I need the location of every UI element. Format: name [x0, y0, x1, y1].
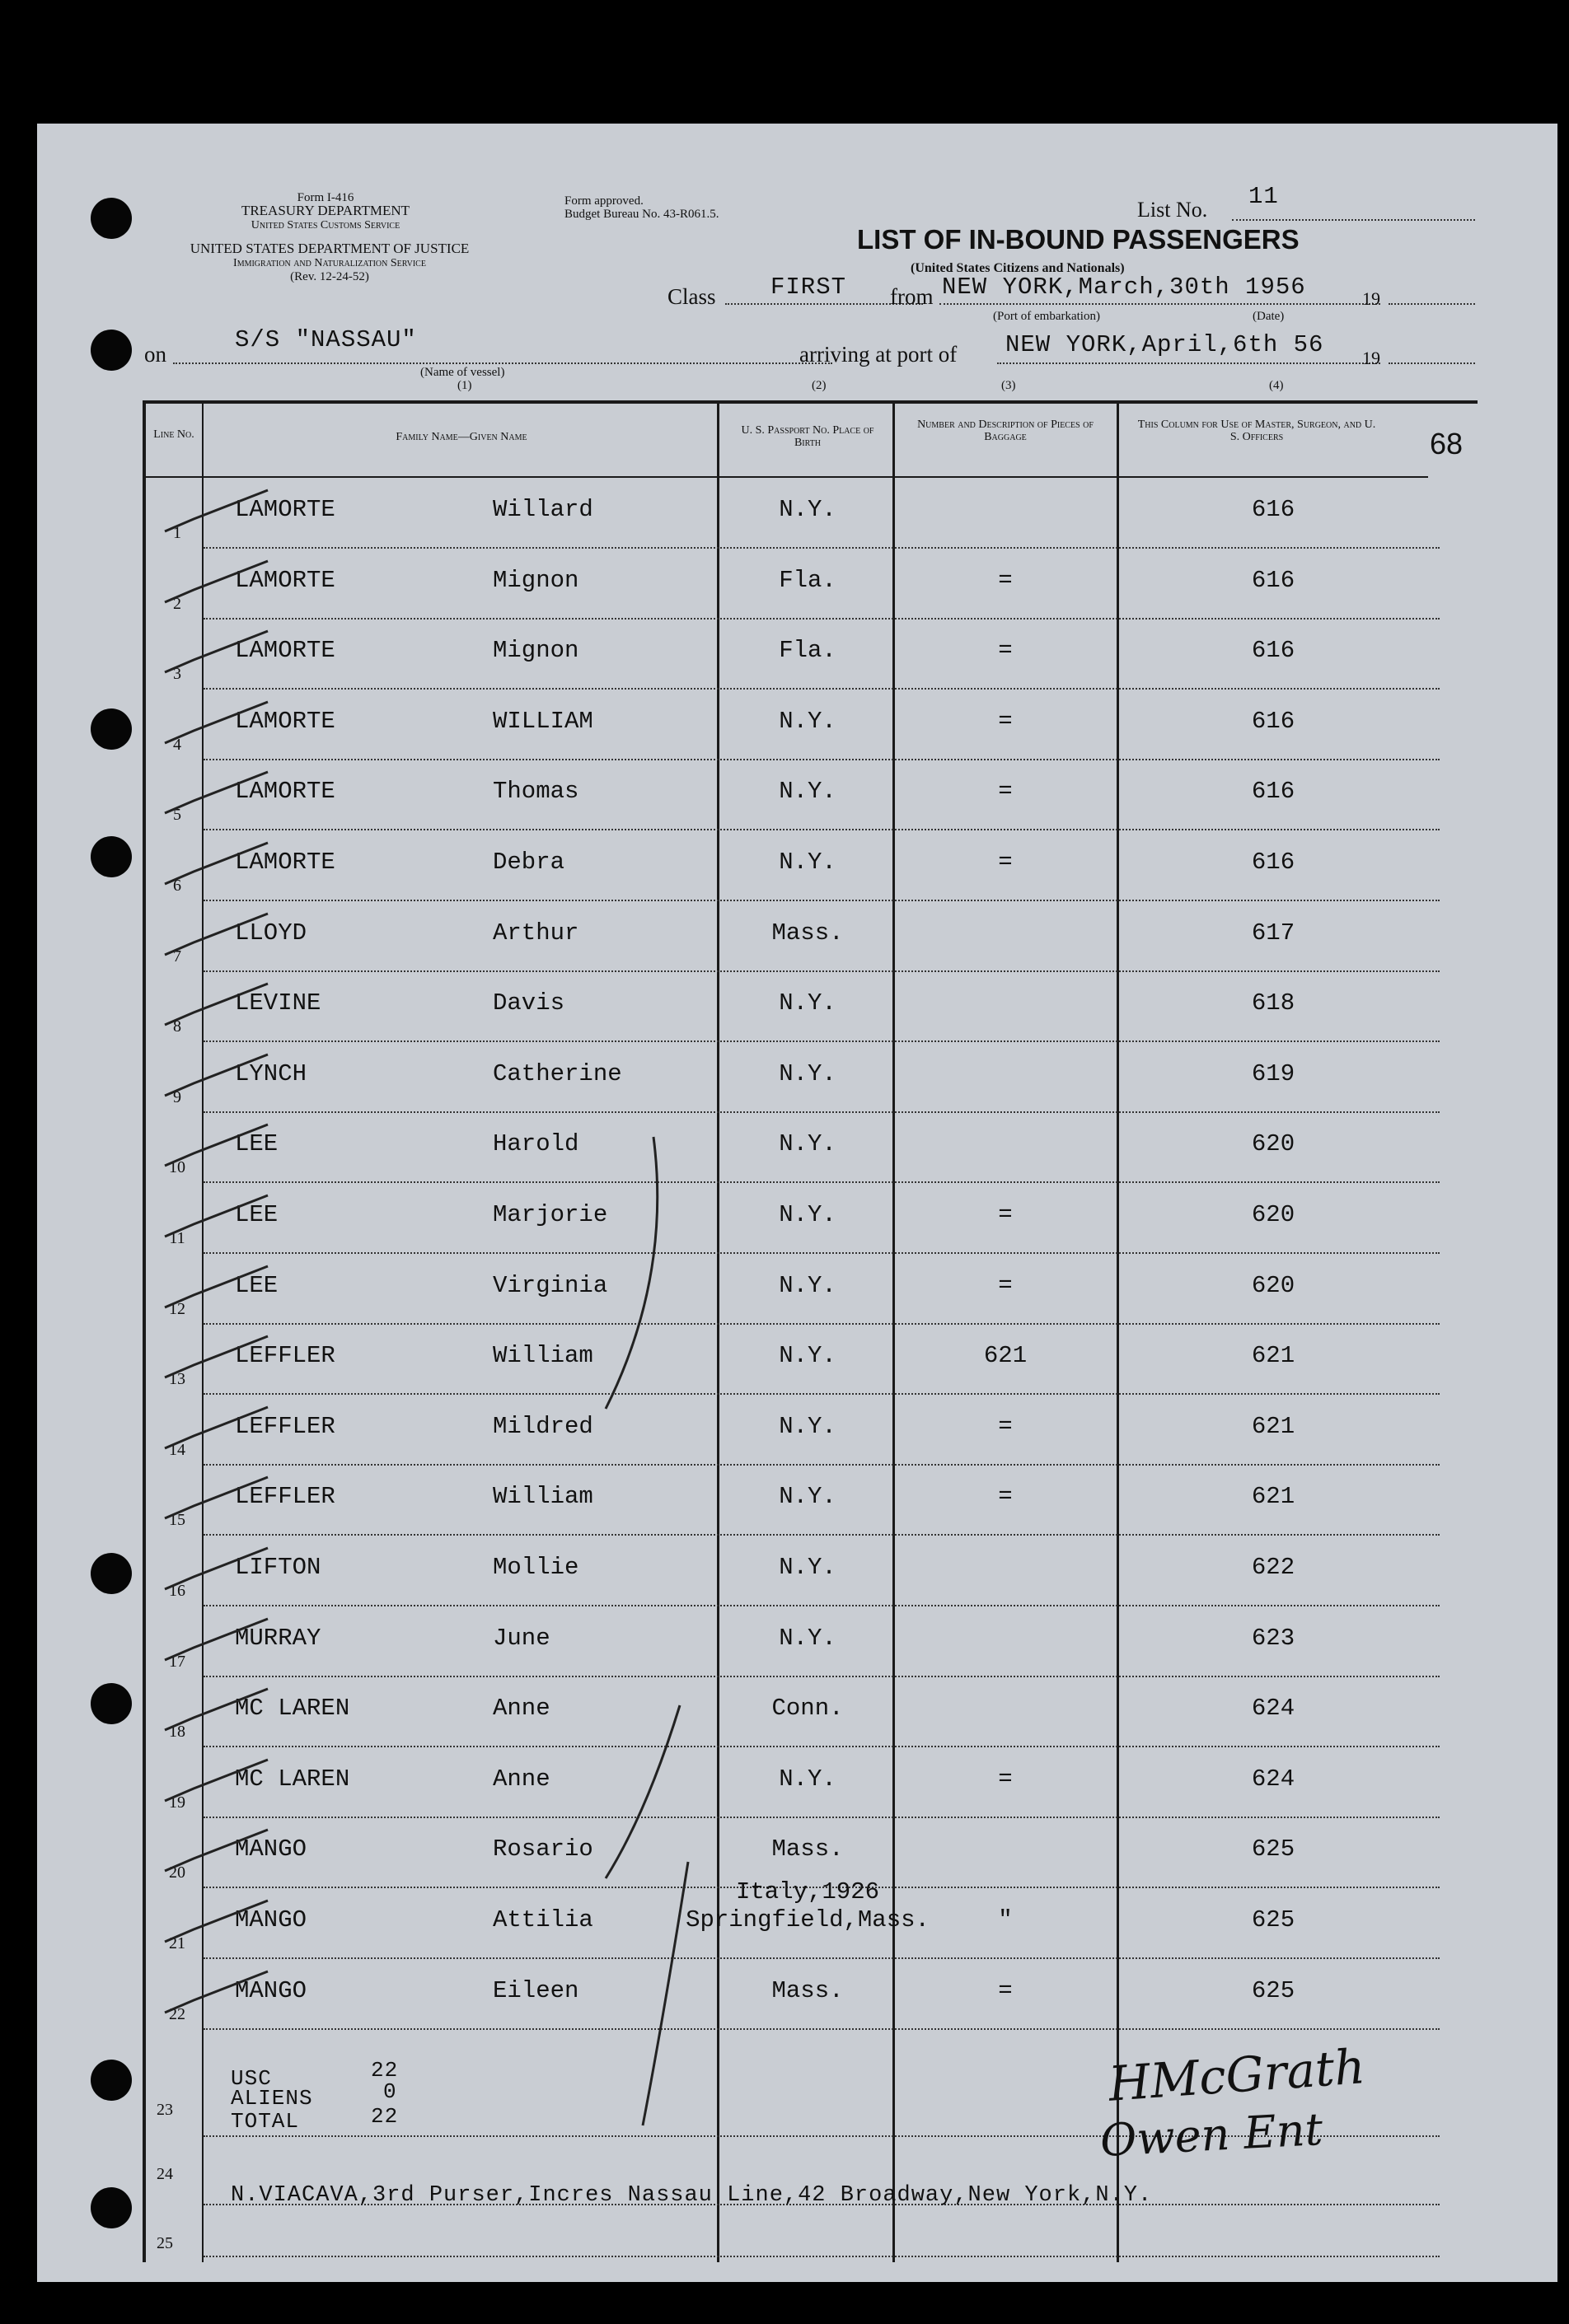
place-of-birth: Fla.: [779, 637, 836, 665]
class-value: FIRST: [770, 274, 847, 301]
family-name: MANGO: [235, 1906, 307, 1934]
year-label-1: 19: [1362, 288, 1380, 309]
place-of-birth: N.Y.: [779, 1130, 836, 1158]
family-name: LYNCH: [235, 1059, 307, 1087]
line-number: 9: [173, 1087, 181, 1106]
place-of-birth: N.Y.: [779, 1765, 836, 1793]
baggage: =: [998, 849, 1013, 876]
family-name: MC LAREN: [235, 1695, 350, 1723]
col-header-name: Family Name—Given Name: [396, 431, 527, 443]
on-label: on: [144, 342, 166, 367]
line-number: 13: [169, 1370, 185, 1389]
from-label: from: [890, 284, 934, 309]
baggage: =: [998, 637, 1013, 665]
form-sheet: [37, 124, 1557, 2282]
line-number: 8: [173, 1017, 181, 1036]
line-number: 16: [169, 1582, 185, 1600]
family-name: LEFFLER: [235, 1342, 335, 1370]
given-name: Davis: [493, 989, 565, 1017]
place-of-birth: N.Y.: [779, 1059, 836, 1087]
class-label: Class: [667, 284, 716, 309]
officer-number: 622: [1251, 1554, 1295, 1581]
baggage: =: [998, 778, 1013, 806]
line-number: 2: [173, 594, 181, 613]
baggage: =: [998, 1483, 1013, 1511]
line-number: 12: [169, 1299, 185, 1318]
total-label: TOTAL: [231, 2109, 300, 2134]
given-name: Harold: [493, 1130, 579, 1158]
line-number: 22: [169, 2004, 185, 2023]
officer-number: 621: [1251, 1483, 1295, 1511]
family-name: LAMORTE: [235, 778, 335, 806]
col-header-officers: This Column for Use of Master, Surgeon, and U. S. Officers: [1137, 419, 1376, 443]
col-header-passport: U. S. Passport No. Place of Birth: [741, 424, 874, 449]
given-name: Eileen: [493, 1976, 579, 2004]
given-name: Mildred: [493, 1412, 593, 1440]
given-name: Arthur: [493, 919, 579, 947]
family-name: MURRAY: [235, 1624, 321, 1652]
given-name: Anne: [493, 1765, 550, 1793]
given-name: June: [493, 1624, 550, 1652]
given-name: Mollie: [493, 1554, 579, 1581]
family-name: LEVINE: [235, 989, 321, 1017]
from-value: NEW YORK,March,30th 1956: [942, 274, 1306, 301]
officer-number: 619: [1251, 1059, 1295, 1087]
given-name: William: [493, 1342, 593, 1370]
date-caption: (Date): [1253, 310, 1285, 323]
line-number: 5: [173, 806, 181, 825]
place-of-birth: N.Y.: [779, 778, 836, 806]
year-label-2: 19: [1362, 348, 1380, 368]
officer-number: 621: [1251, 1412, 1295, 1440]
officer-number: 625: [1251, 1976, 1295, 2004]
baggage: 621: [983, 1342, 1028, 1370]
usc-value: 22: [371, 2058, 399, 2083]
place-of-birth: N.Y.: [779, 707, 836, 735]
line-number-25: 25: [157, 2234, 173, 2252]
given-name: Virginia: [493, 1271, 608, 1299]
place-of-birth: Italy,1926 Springfield,Mass.: [686, 1878, 930, 1934]
officer-number: 616: [1251, 496, 1295, 523]
line-number-24: 24: [157, 2165, 173, 2183]
arriving-value: NEW YORK,April,6th 56: [1005, 331, 1324, 358]
family-name: LEFFLER: [235, 1412, 335, 1440]
form-approved: Form approved.: [564, 194, 644, 208]
family-name: LAMORTE: [235, 496, 335, 523]
line-number: 11: [169, 1229, 185, 1247]
line-number: 7: [173, 947, 181, 966]
treasury-dept: TREASURY DEPARTMENT: [241, 203, 410, 218]
officer-number: 616: [1251, 566, 1295, 594]
family-name: MANGO: [235, 1835, 307, 1863]
pen-marks: [37, 124, 1557, 2282]
place-of-birth: Mass.: [771, 919, 844, 947]
baggage: =: [998, 1412, 1013, 1440]
officer-number: 625: [1251, 1835, 1295, 1863]
line-number: 15: [169, 1511, 185, 1530]
place-of-birth: N.Y.: [779, 1483, 836, 1511]
baggage: =: [998, 1976, 1013, 2004]
place-of-birth: N.Y.: [779, 496, 836, 523]
col-header-baggage: Number and Description of Pieces of Baggage: [917, 419, 1094, 443]
given-name: Mignon: [493, 637, 579, 665]
signature-1: HMcGrath: [1107, 2038, 1367, 2112]
officer-number: 617: [1251, 919, 1295, 947]
arriving-label: arriving at port of: [799, 342, 958, 367]
vessel-caption: (Name of vessel): [420, 366, 505, 379]
officer-number: 623: [1251, 1624, 1295, 1652]
justice-dept: UNITED STATES DEPARTMENT OF JUSTICE: [190, 241, 470, 256]
place-of-birth: N.Y.: [779, 1271, 836, 1299]
customs-service: United States Customs Service: [251, 219, 400, 231]
given-name: Mignon: [493, 566, 579, 594]
line-number: 19: [169, 1793, 185, 1812]
officer-number: 620: [1251, 1130, 1295, 1158]
aliens-value: 0: [383, 2079, 397, 2104]
family-name: LAMORTE: [235, 637, 335, 665]
family-name: MC LAREN: [235, 1765, 350, 1793]
family-name: LAMORTE: [235, 707, 335, 735]
list-no-label: List No.: [1137, 198, 1208, 222]
vessel-name: S/S "NASSAU": [235, 326, 417, 353]
vessel-caption-num: (1): [457, 379, 472, 392]
place-of-birth: Mass.: [771, 1976, 844, 2004]
family-name: LEFFLER: [235, 1483, 335, 1511]
purser-line: N.VIACAVA,3rd Purser,Incres Nassau Line,42 Broadway,New York,N.Y.: [231, 2183, 1153, 2208]
officer-number: 620: [1251, 1201, 1295, 1228]
aliens-label: ALIENS: [231, 2086, 313, 2111]
line-number: 1: [173, 524, 181, 542]
line-number: 18: [169, 1723, 185, 1742]
family-name: LEE: [235, 1130, 279, 1158]
officer-number: 625: [1251, 1906, 1295, 1934]
line-number: 14: [169, 1440, 185, 1459]
family-name: LAMORTE: [235, 849, 335, 876]
immigration-service: Immigration and Naturalization Service: [233, 257, 426, 269]
line-number: 21: [169, 1934, 185, 1952]
list-no-value: 11: [1248, 183, 1279, 210]
baggage: ": [998, 1906, 1013, 1934]
baggage: =: [998, 1201, 1013, 1228]
place-of-birth: Fla.: [779, 566, 836, 594]
baggage: =: [998, 1765, 1013, 1793]
family-name: LAMORTE: [235, 566, 335, 594]
place-of-birth: N.Y.: [779, 1342, 836, 1370]
baggage: =: [998, 707, 1013, 735]
family-name: MANGO: [235, 1976, 307, 2004]
given-name: William: [493, 1483, 593, 1511]
place-of-birth: N.Y.: [779, 849, 836, 876]
form-subtitle: (United States Citizens and Nationals): [911, 261, 1125, 275]
usc-label: USC: [231, 2066, 272, 2091]
line-number: 10: [169, 1158, 185, 1177]
given-name: WILLIAM: [493, 707, 593, 735]
place-of-birth: N.Y.: [779, 1554, 836, 1581]
col-header-line-no: Line No.: [153, 428, 194, 441]
line-number: 20: [169, 1863, 185, 1882]
col2-number: (2): [812, 379, 827, 392]
given-name: Attilia: [493, 1906, 593, 1934]
family-name: LEE: [235, 1271, 279, 1299]
officer-number: 616: [1251, 637, 1295, 665]
budget-bureau: Budget Bureau No. 43-R061.5.: [564, 208, 719, 221]
officer-number: 621: [1251, 1342, 1295, 1370]
col3-number: (3): [1001, 379, 1016, 392]
place-of-birth: Conn.: [771, 1695, 844, 1723]
officer-number: 616: [1251, 778, 1295, 806]
baggage: =: [998, 566, 1013, 594]
officer-number: 624: [1251, 1765, 1295, 1793]
port-embark-caption: (Port of embarkation): [993, 310, 1100, 323]
family-name: LLOYD: [235, 919, 307, 947]
given-name: Rosario: [493, 1835, 593, 1863]
place-of-birth: N.Y.: [779, 989, 836, 1017]
form-number: Form I-416: [297, 191, 354, 204]
place-of-birth: N.Y.: [779, 1201, 836, 1228]
officer-number: 618: [1251, 989, 1295, 1017]
officer-number: 624: [1251, 1695, 1295, 1723]
col4-number: (4): [1269, 379, 1284, 392]
total-value: 22: [371, 2104, 399, 2129]
given-name: Thomas: [493, 778, 579, 806]
line-number: 6: [173, 877, 181, 895]
given-name: Debra: [493, 849, 565, 876]
given-name: Anne: [493, 1695, 550, 1723]
line-number: 4: [173, 735, 181, 754]
line-number-23: 23: [157, 2101, 173, 2119]
family-name: LIFTON: [235, 1554, 321, 1581]
page-number: 68: [1430, 427, 1464, 461]
given-name: Catherine: [493, 1059, 622, 1087]
family-name: LEE: [235, 1201, 279, 1228]
given-name: Willard: [493, 496, 593, 523]
place-of-birth: N.Y.: [779, 1412, 836, 1440]
officer-number: 620: [1251, 1271, 1295, 1299]
form-title: LIST OF IN-BOUND PASSENGERS: [857, 224, 1300, 255]
signature-2: Owen Ent: [1098, 2102, 1324, 2167]
given-name: Marjorie: [493, 1201, 608, 1228]
line-number: 3: [173, 665, 181, 684]
officer-number: 616: [1251, 849, 1295, 876]
revision: (Rev. 12-24-52): [290, 270, 369, 283]
baggage: =: [998, 1271, 1013, 1299]
place-of-birth: Mass.: [771, 1835, 844, 1863]
officer-number: 616: [1251, 707, 1295, 735]
line-number: 17: [169, 1652, 185, 1671]
place-of-birth: N.Y.: [779, 1624, 836, 1652]
